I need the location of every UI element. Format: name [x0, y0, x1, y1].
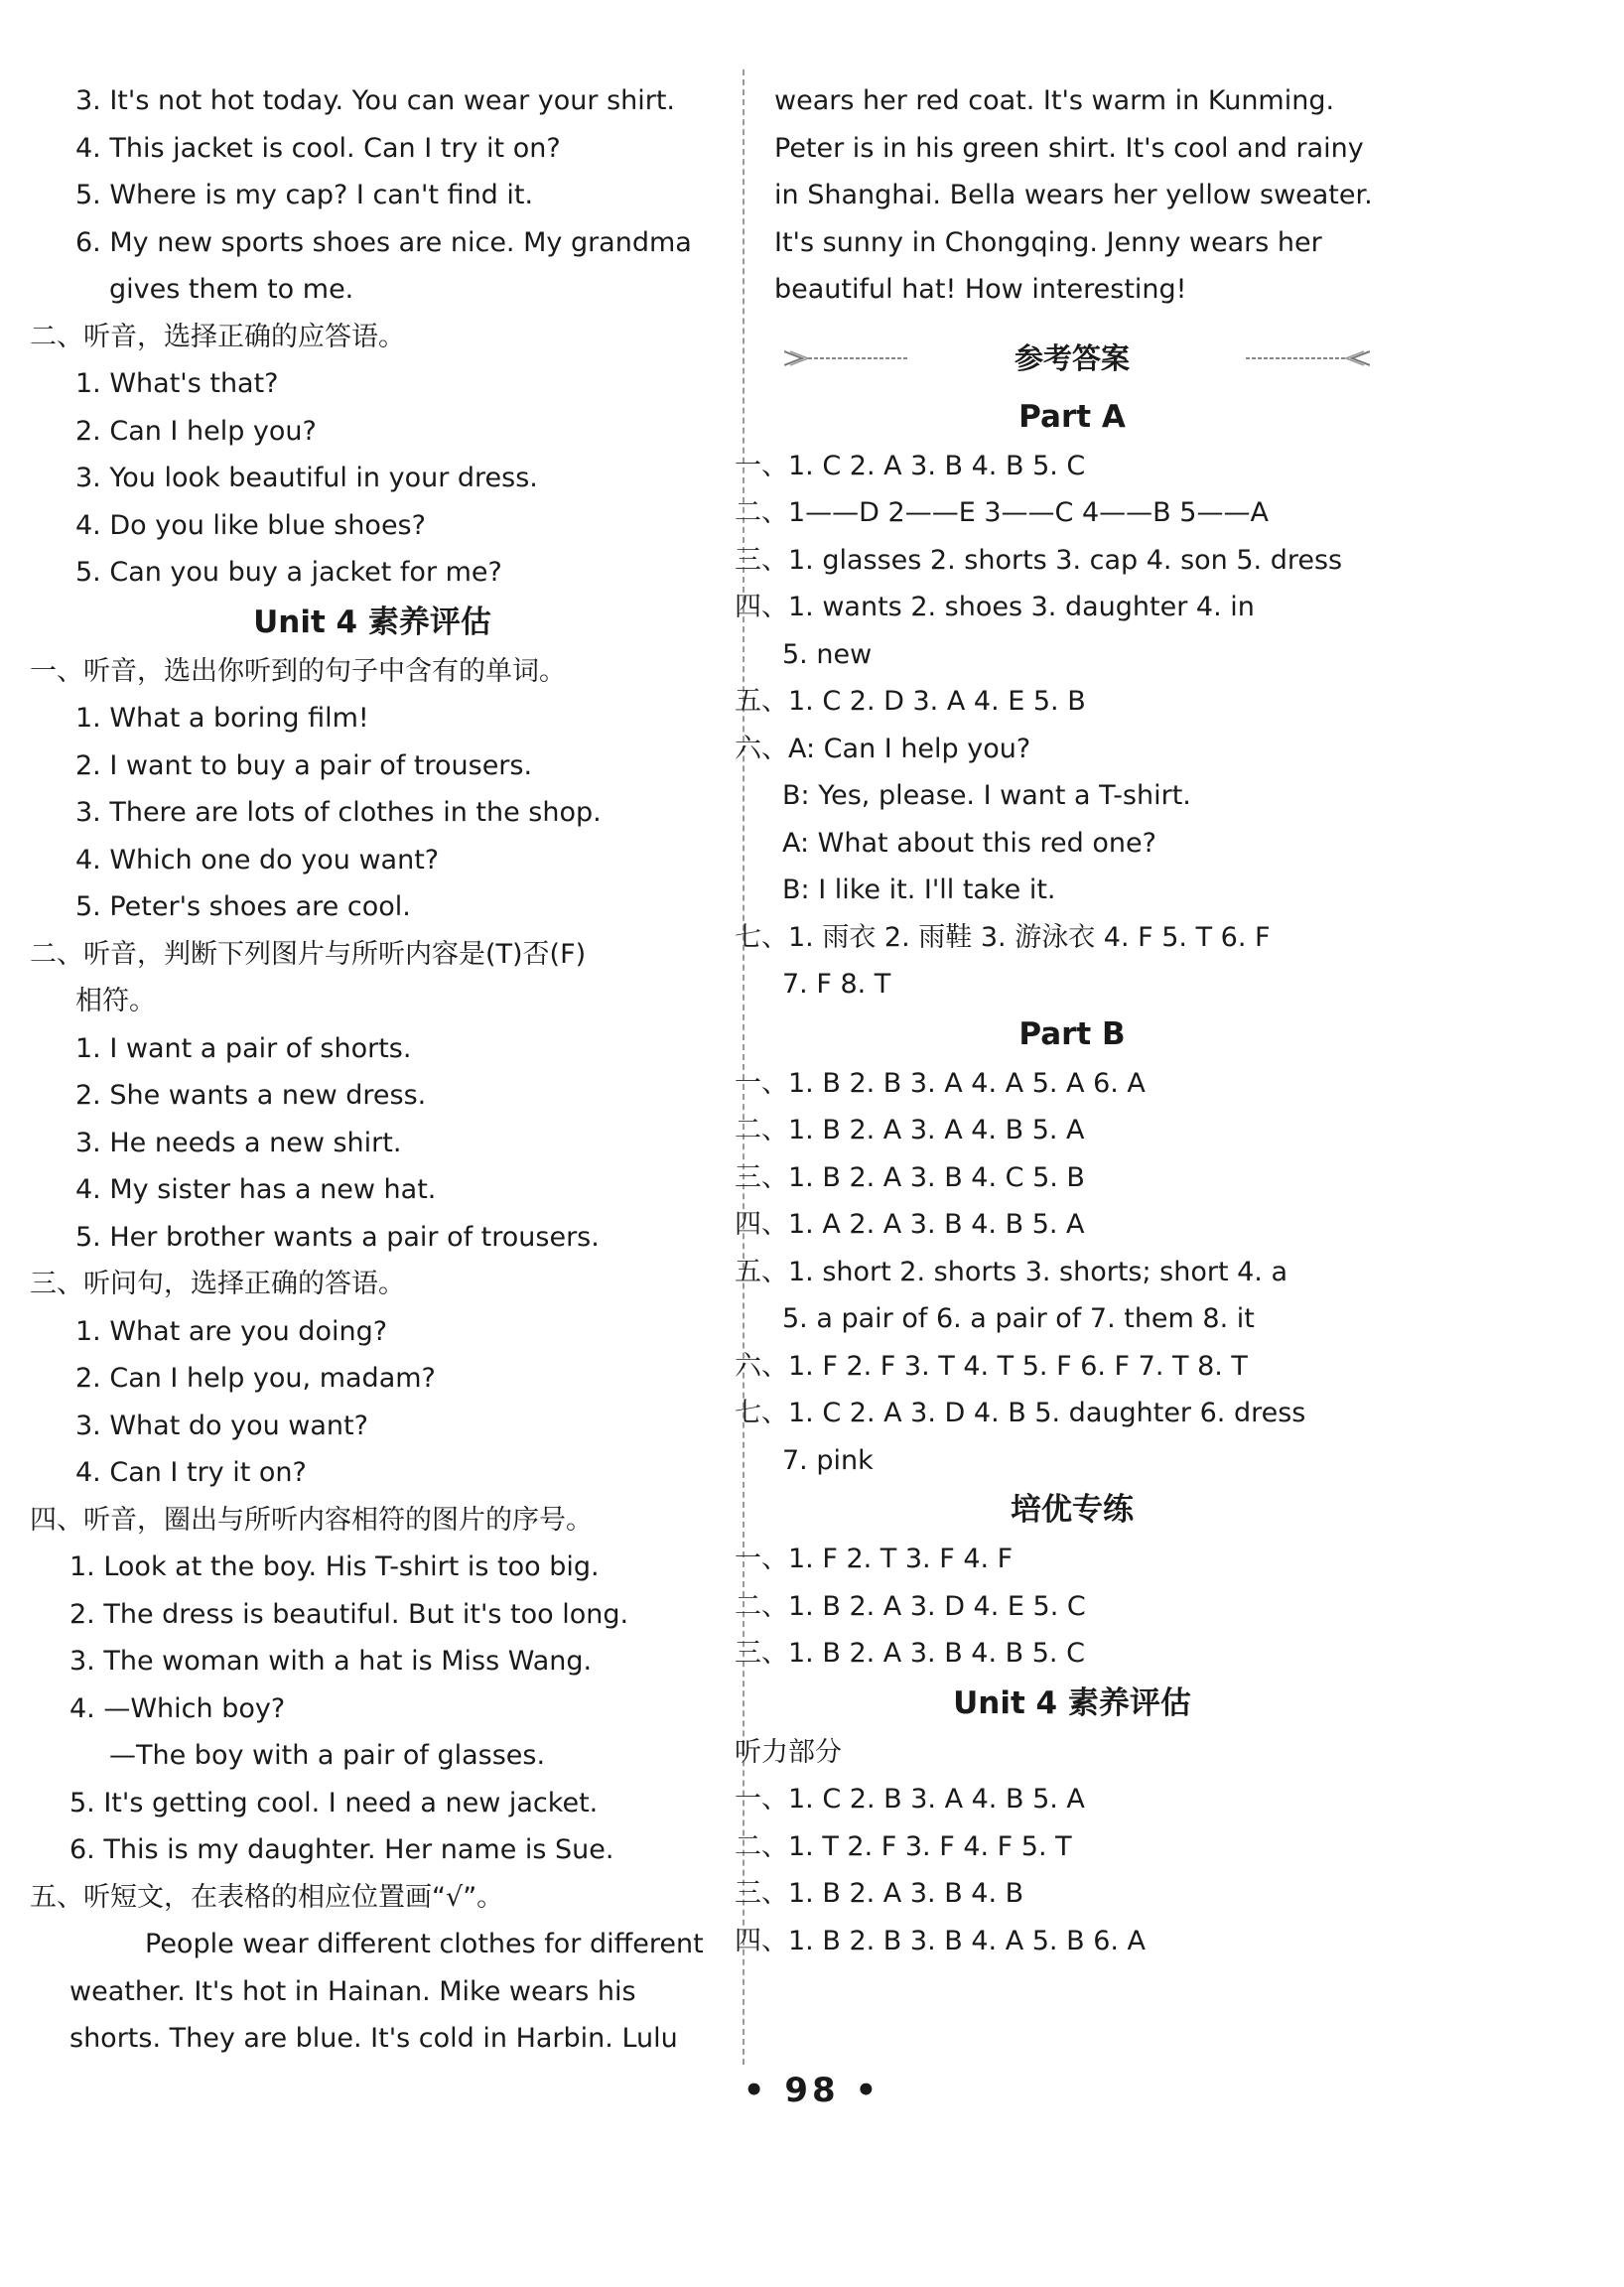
- text-line: 三、1. B 2. A 3. B 4. C 5. B: [735, 1161, 1085, 1193]
- text-line: shorts. They are blue. It's cold in Harbin. Lulu: [69, 2023, 678, 2054]
- text-line: 一、1. C 2. A 3. B 4. B 5. C: [735, 450, 1086, 481]
- text-line: 一、听音，选出你听到的句子中含有的单词。: [30, 655, 566, 687]
- text-line: 五、1. C 2. D 3. A 4. E 5. B: [735, 686, 1086, 717]
- right-column: [735, 77, 1410, 1964]
- text-line: 6. My new sports shoes are nice. My grandma: [75, 226, 692, 258]
- text-line: 1. Look at the boy. His T-shirt is too big.: [69, 1551, 600, 1582]
- section-title: 培优专练: [1011, 1492, 1134, 1528]
- text-line: gives them to me.: [109, 274, 354, 305]
- text-line: 七、1. C 2. A 3. D 4. B 5. daughter 6. dress: [735, 1398, 1306, 1428]
- text-line: wears her red coat. It's warm in Kunming.: [774, 85, 1335, 116]
- text-line: 一、1. C 2. B 3. A 4. B 5. A: [735, 1784, 1085, 1815]
- text-line: in Shanghai. Bella wears her yellow sweater.: [774, 180, 1373, 210]
- text-line: People wear different clothes for different: [145, 1929, 704, 1959]
- text-line: 一、1. F 2. T 3. F 4. F: [735, 1544, 1014, 1574]
- text-line: 5. a pair of 6. a pair of 7. them 8. it: [782, 1303, 1255, 1334]
- section-title: Unit 4 素养评估: [953, 1684, 1191, 1721]
- text-line: 4. This jacket is cool. Can I try it on?: [75, 132, 561, 164]
- text-line: A: What about this red one?: [782, 827, 1156, 859]
- text-line: 2. Can I help you?: [75, 415, 317, 447]
- text-line: 二、听音，选择正确的应答语。: [30, 321, 405, 352]
- text-line: 二、1. B 2. A 3. A 4. B 5. A: [735, 1115, 1085, 1145]
- section-title: Part B: [1018, 1015, 1126, 1052]
- text-line: 7. F 8. T: [782, 969, 891, 1000]
- text-line: 三、1. B 2. A 3. B 4. B: [735, 1878, 1024, 1909]
- section-title: Unit 4 素养评估: [253, 604, 491, 640]
- text-line: 1. I want a pair of shorts.: [75, 1032, 412, 1064]
- text-line: 三、听问句，选择正确的答语。: [30, 1269, 405, 1299]
- listening-script-continued: [735, 77, 1410, 314]
- text-line: 二、1. B 2. A 3. D 4. E 5. C: [735, 1590, 1086, 1622]
- section-title: Part A: [1018, 398, 1126, 435]
- text-line: 3. The woman with a hat is Miss Wang.: [69, 1646, 593, 1677]
- text-line: 五、1. short 2. shorts 3. shorts; short 4. a: [735, 1256, 1288, 1287]
- text-line: 3. You look beautiful in your dress.: [75, 463, 538, 493]
- text-line: 听力部分: [735, 1736, 842, 1768]
- text-line: 4. Can I try it on?: [75, 1457, 307, 1488]
- text-line: 七、1. 雨衣 2. 雨鞋 3. 游泳衣 4. F 5. T 6. F: [735, 921, 1271, 953]
- text-line: 2. I want to buy a pair of trousers.: [75, 749, 533, 781]
- text-line: 5. Can you buy a jacket for me?: [75, 557, 502, 588]
- text-line: 六、A: Can I help you?: [735, 733, 1031, 764]
- text-line: 4. My sister has a new hat.: [75, 1174, 437, 1205]
- text-line: 5. new: [782, 638, 873, 670]
- text-line: 2. Can I help you, madam?: [75, 1363, 436, 1394]
- text-line: 三、1. glasses 2. shorts 3. cap 4. son 5. dress: [735, 544, 1343, 576]
- text-line: 5. Her brother wants a pair of trousers.: [75, 1221, 600, 1253]
- text-line: —The boy with a pair of glasses.: [109, 1740, 546, 1771]
- text-line: 相符。: [75, 986, 156, 1016]
- text-line: 四、听音，圈出与所听内容相符的图片的序号。: [30, 1504, 593, 1536]
- left-ornament-icon: [784, 349, 913, 367]
- answers-header: [735, 330, 1410, 387]
- answer-key: [735, 391, 1410, 1965]
- text-line: 4. Do you like blue shoes?: [75, 509, 426, 541]
- text-line: 7. pink: [782, 1444, 874, 1476]
- text-line: 二、听音，判断下列图片与所听内容是(T)否(F): [30, 938, 587, 970]
- text-line: 2. The dress is beautiful. But it's too long.: [69, 1598, 629, 1630]
- text-line: 四、1. wants 2. shoes 3. daughter 4. in: [735, 592, 1255, 622]
- text-line: weather. It's hot in Hainan. Mike wears his: [69, 1975, 636, 2007]
- text-line: 2. She wants a new dress.: [75, 1080, 427, 1111]
- text-line: 三、1. B 2. A 3. B 4. B 5. C: [735, 1638, 1085, 1669]
- text-line: 3. It's not hot today. You can wear your shirt.: [75, 85, 676, 116]
- text-line: 3. There are lots of clothes in the shop.: [75, 797, 602, 828]
- text-line: 4. Which one do you want?: [75, 844, 440, 875]
- text-line: 5. Peter's shoes are cool.: [75, 891, 411, 922]
- text-line: 1. What's that?: [75, 368, 279, 399]
- page-number: • 98 •: [743, 2071, 881, 2110]
- left-column: [30, 77, 715, 2063]
- text-line: 一、1. B 2. B 3. A 4. A 5. A 6. A: [735, 1067, 1146, 1099]
- text-line: 二、1. T 2. F 3. F 4. F 5. T: [735, 1830, 1072, 1862]
- text-line: 5. It's getting cool. I need a new jacket.: [69, 1787, 599, 1818]
- text-line: 六、1. F 2. F 3. T 4. T 5. F 6. F 7. T 8. T: [735, 1350, 1248, 1382]
- text-line: beautiful hat! How interesting!: [774, 274, 1187, 305]
- text-line: 四、1. B 2. B 3. B 4. A 5. B 6. A: [735, 1925, 1147, 1956]
- text-line: B: Yes, please. I want a T-shirt.: [782, 780, 1191, 811]
- text-line: 3. What do you want?: [75, 1410, 368, 1441]
- text-line: 5. Where is my cap? I can't find it.: [75, 180, 534, 210]
- answers-title: 参考答案: [1014, 340, 1130, 375]
- text-line: 二、1——D 2——E 3——C 4——B 5——A: [735, 497, 1269, 528]
- text-line: 3. He needs a new shirt.: [75, 1127, 402, 1158]
- text-line: 四、1. A 2. A 3. B 4. B 5. A: [735, 1209, 1085, 1240]
- text-line: 1. What a boring film!: [75, 703, 369, 734]
- text-line: 4. —Which boy?: [69, 1692, 286, 1724]
- text-line: 1. What are you doing?: [75, 1315, 388, 1347]
- right-ornament-icon: [1241, 349, 1370, 367]
- text-line: 五、听短文，在表格的相应位置画“√”。: [30, 1881, 504, 1913]
- text-line: B: I like it. I'll take it.: [782, 874, 1056, 905]
- text-line: It's sunny in Chongqing. Jenny wears her: [774, 226, 1322, 258]
- text-line: Peter is in his green shirt. It's cool and rainy: [774, 132, 1364, 164]
- text-line: 6. This is my daughter. Her name is Sue.: [69, 1834, 614, 1865]
